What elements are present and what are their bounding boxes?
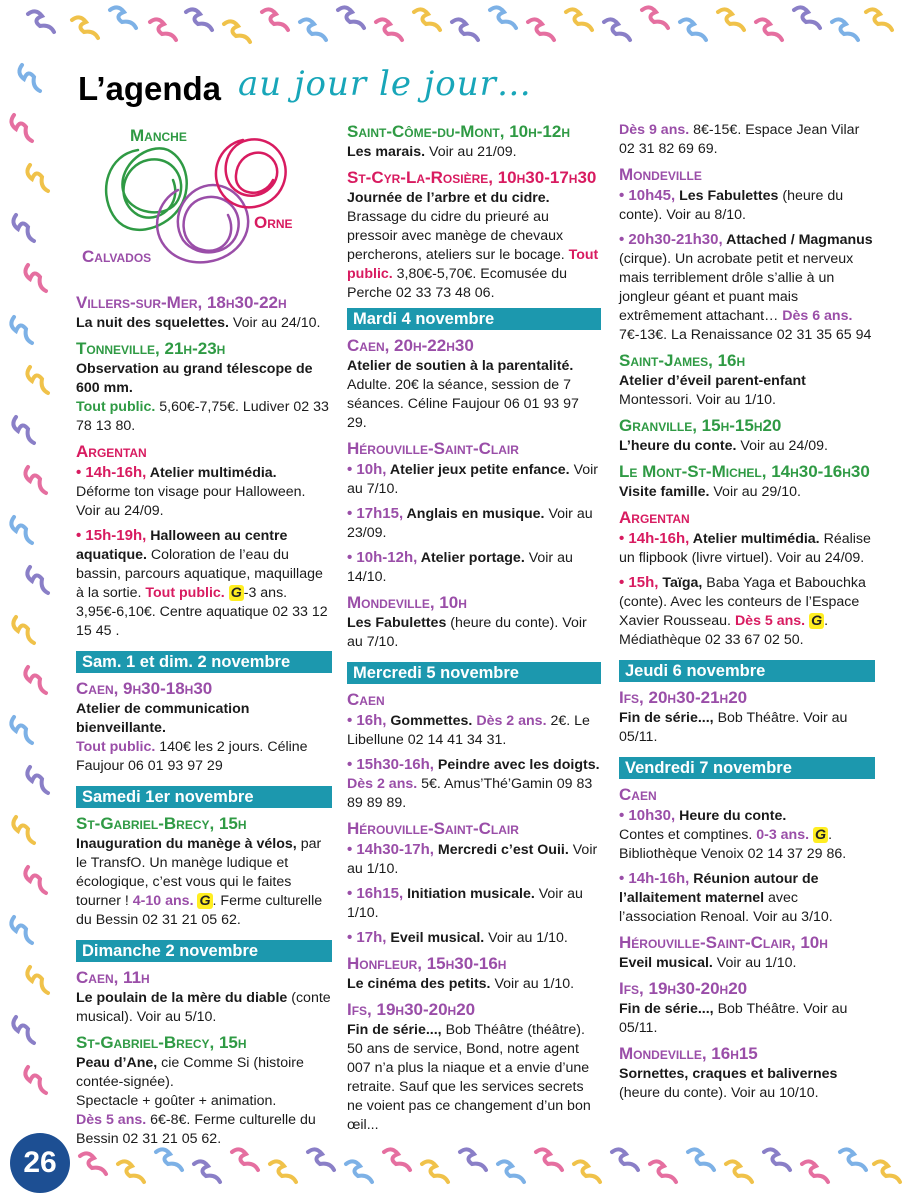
event-time: • 10h30, xyxy=(619,807,676,824)
agenda-column-3 xyxy=(619,121,875,1108)
event-time: • 16h, xyxy=(347,712,387,729)
event-desc: Voir au 29/10. xyxy=(709,484,801,500)
handprint-border-top xyxy=(0,0,903,62)
event-desc: 3,80€-5,70€. Ecomusée du Perche 02 33 73 48 06. xyxy=(347,266,568,301)
event-desc: Voir au 14/10. xyxy=(347,550,573,585)
region-map xyxy=(78,120,328,280)
event-location: St-Gabriel-Brecy, 15h xyxy=(76,1033,247,1052)
event-herouville-portage xyxy=(347,548,601,587)
event-title: Fin de série..., xyxy=(347,1022,442,1038)
event-desc: Déforme ton visage pour Halloween. Voir au 24/09. xyxy=(76,484,306,519)
event-location: Mondeville, 10h xyxy=(347,593,467,612)
event-time: • 14h30-17h, xyxy=(347,841,434,858)
event-herouville-anglais xyxy=(347,504,601,543)
age-label: 4-10 ans. xyxy=(132,893,194,909)
event-herouville-eveil xyxy=(347,928,601,948)
event-caen-heure-conte xyxy=(619,806,875,864)
event-location: Caen xyxy=(347,690,385,709)
event-location: Hérouville-Saint-Clair xyxy=(347,819,519,838)
event-time: • 15h, xyxy=(619,574,659,591)
event-location: Ifs, 19h30-20h20 xyxy=(347,1000,476,1019)
event-argentan-multimedia xyxy=(76,463,332,521)
event-title: Taïga, xyxy=(658,575,703,591)
agenda-column-2 xyxy=(347,121,601,1140)
event-ifs-fin-de-serie-2 xyxy=(619,687,875,747)
event-desc: Voir au 23/09. xyxy=(347,506,593,541)
free-g-icon: G xyxy=(815,827,827,843)
event-mont-st-michel xyxy=(619,461,875,502)
event-desc: par le TransfO. Un manège ludique et écologique, c’est vous qui le faites tourner ! xyxy=(76,836,322,909)
event-caen-allaitement xyxy=(619,869,875,927)
event-title: Atelier de soutien à la parentalité. xyxy=(347,358,574,374)
event-title: Atelier multimédia. xyxy=(689,531,820,547)
event-title: Journée de l’arbre et du cidre. xyxy=(347,190,550,206)
event-location: Argentan xyxy=(619,508,690,527)
map-label-manche: Manche xyxy=(130,126,187,145)
event-herouville-mercredi xyxy=(347,840,601,879)
event-desc: 7€-13€. La Renaissance 02 31 35 65 94 xyxy=(619,327,872,343)
event-location: Caen, 20h-22h30 xyxy=(347,336,474,355)
event-desc: Voir au 1/10. xyxy=(490,976,575,992)
event-location: Saint-Côme-du-Mont, 10h-12h xyxy=(347,122,571,141)
event-desc: Voir au 1/10. xyxy=(484,930,568,946)
audience-label: Tout public. xyxy=(76,739,156,755)
date-band: Jeudi 6 novembre xyxy=(619,660,875,682)
event-title: La nuit des squelettes. xyxy=(76,315,229,331)
event-desc: Voir au 24/09. xyxy=(736,438,828,454)
event-time: • 20h30-21h30, xyxy=(619,231,723,248)
event-title: Atelier multimédia. xyxy=(146,465,277,481)
event-title: Mercredi c’est Ouii. xyxy=(433,842,569,858)
event-location: Granville, 15h-15h20 xyxy=(619,416,782,435)
event-location: Argentan xyxy=(76,442,147,461)
event-location: Caen, 11h xyxy=(76,968,150,987)
free-g-icon: G xyxy=(811,613,823,629)
event-time: • 14h-16h, xyxy=(619,870,690,887)
event-desc: Voir au 24/10. xyxy=(228,315,321,331)
event-desc: (heure du conte). Voir au 7/10. xyxy=(347,615,587,650)
event-location: Hérouville-Saint-Clair, 10h xyxy=(619,933,828,952)
event-location: St-Gabriel-Brecy, 15h xyxy=(76,814,247,833)
event-ifs-continued xyxy=(619,121,875,159)
event-desc: Spectacle + goûter + animation. xyxy=(76,1093,277,1109)
event-desc: Contes et comptines. xyxy=(619,827,757,843)
date-band: Sam. 1 et dim. 2 novembre xyxy=(76,651,332,673)
event-title: Anglais en musique. xyxy=(403,506,545,522)
event-desc: . Médiathèque 02 33 67 02 50. xyxy=(619,613,829,648)
event-herouville-jeux xyxy=(347,460,601,499)
event-mondeville-attached xyxy=(619,230,875,345)
audience-label: Tout public. xyxy=(347,247,599,282)
date-band: Mardi 4 novembre xyxy=(347,308,601,330)
event-desc: Montessori. Voir au 1/10. xyxy=(619,392,776,408)
handprint-border-left xyxy=(0,55,66,1135)
map-label-calvados: Calvados xyxy=(82,247,152,266)
event-villers xyxy=(76,292,332,333)
event-desc: avec l’association Renoal. Voir au 3/10. xyxy=(619,890,833,925)
event-desc: 6€-8€. Ferme culturelle du Bessin 02 31 21 05 62. xyxy=(76,1112,316,1147)
age-label: 0-3 ans. xyxy=(756,827,810,843)
event-desc: cie Comme Si (histoire contée-signée). xyxy=(76,1055,304,1090)
event-granville xyxy=(619,415,875,456)
event-title: Peau d’Ane, xyxy=(76,1055,158,1071)
event-location: Ifs, 19h30-20h20 xyxy=(619,979,748,998)
event-title: L’heure du conte. xyxy=(619,438,737,454)
event-location: Honfleur, 15h30-16h xyxy=(347,954,507,973)
event-title: Atelier jeux petite enfance. xyxy=(386,462,570,478)
event-honfleur-cinema xyxy=(347,953,601,994)
event-time: • 14h-16h, xyxy=(76,464,147,481)
event-desc: (heure du conte). Voir au 10/10. xyxy=(619,1085,819,1101)
audience-label: Tout public. xyxy=(145,585,225,601)
event-location: St-Cyr-La-Rosière, 10h30-17h30 xyxy=(347,168,597,187)
event-desc: 2€. Le Libellune 02 14 41 34 31. xyxy=(347,713,590,748)
event-desc: Voir au 7/10. xyxy=(347,462,599,497)
event-mondeville-fabulettes-2 xyxy=(619,186,875,225)
event-desc: Adulte. 20€ la séance, session de 7 séances. Céline Faujour 06 01 93 97 29. xyxy=(347,377,579,431)
event-location: Mondeville, 16h15 xyxy=(619,1044,758,1063)
event-location: Le Mont-St-Michel, 14h30-16h30 xyxy=(619,462,870,481)
event-title: Fin de série..., xyxy=(619,1001,714,1017)
event-title: Les marais. xyxy=(347,144,426,160)
age-label: -3 ans. xyxy=(243,585,288,601)
event-location: Mondeville xyxy=(619,165,702,184)
event-desc: Bob Théâtre. Voir au 05/11. xyxy=(619,1001,848,1036)
age-label: Dès 2 ans. xyxy=(472,713,547,729)
event-location: Caen, 9h30-18h30 xyxy=(76,679,213,698)
date-band: Mercredi 5 novembre xyxy=(347,662,601,684)
event-desc: 5€. Amus’Thé’Gamin 09 83 89 89 89. xyxy=(347,776,593,811)
event-time: • 10h45, xyxy=(619,187,676,204)
event-st-gabriel-peau-dane xyxy=(76,1032,332,1149)
event-desc: Voir au 1/10. xyxy=(347,886,583,921)
event-caen-parentalite xyxy=(347,335,601,433)
event-desc: (conte musical). Voir au 5/10. xyxy=(76,990,331,1025)
agenda-column-1 xyxy=(76,292,332,1154)
event-tonneville xyxy=(76,338,332,436)
event-desc: . Bibliothèque Venoix 02 14 37 29 86. xyxy=(619,827,847,862)
event-desc: Coloration de l’eau du bassin, parcours aquatique, maquillage à la sortie. xyxy=(76,547,323,601)
event-title: Attached / Magmanus xyxy=(722,232,873,248)
event-desc: 8€-15€. Espace Jean Vilar 02 31 82 69 69. xyxy=(619,122,860,157)
page-number-badge: 26 xyxy=(10,1133,70,1193)
event-caen-gommettes xyxy=(347,711,601,750)
event-title: Le cinéma des petits. xyxy=(347,976,491,992)
date-band: Samedi 1er novembre xyxy=(76,786,332,808)
event-caen-communication xyxy=(76,678,332,776)
event-title: Les Fabulettes xyxy=(675,188,779,204)
event-argentan-halloween xyxy=(76,526,332,641)
event-desc: Baba Yaga et Babouchka (conte). Avec les conteurs de l’Espace Xavier Rousseau. xyxy=(619,575,866,629)
event-desc: (heure du conte). Voir au 8/10. xyxy=(619,188,844,223)
event-title: Fin de série..., xyxy=(619,710,714,726)
event-time: • 15h30-16h, xyxy=(347,756,434,773)
event-title: Visite famille. xyxy=(619,484,710,500)
event-location: Villers-sur-Mer, 18h30-22h xyxy=(76,293,287,312)
page-title: L’agenda xyxy=(78,70,222,107)
event-caen-poulain xyxy=(76,967,332,1027)
event-title: Eveil musical. xyxy=(386,930,485,946)
event-title: Atelier portage. xyxy=(417,550,525,566)
event-title: Halloween au centre aquatique. xyxy=(76,528,288,563)
event-title: Atelier d’éveil parent-enfant xyxy=(619,373,806,389)
free-g-icon: G xyxy=(230,585,242,601)
event-location: Caen xyxy=(619,785,657,804)
event-ifs-fin-de-serie-3 xyxy=(619,978,875,1038)
event-desc: Bob Théâtre (théâtre). 50 ans de service, Bond, notre agent 007 n’a plus la niaque et a envie d’une retraite. Sauf que les services secrets ne voient pas ce changement d’un bon œil... xyxy=(347,1022,591,1133)
event-desc: 140€ les 2 jours. Céline Faujour 06 01 93 97 29 xyxy=(76,739,308,774)
event-title: Gommettes. xyxy=(386,713,473,729)
event-title: Sornettes, craques et balivernes xyxy=(619,1066,838,1082)
event-desc: Voir au 1/10. xyxy=(347,842,598,877)
event-desc: Voir au 21/09. xyxy=(425,144,517,160)
event-time: • 17h15, xyxy=(347,505,404,522)
event-title: Eveil musical. xyxy=(619,955,713,971)
event-time: • 15h-19h, xyxy=(76,527,147,544)
page-subtitle-script: au jour le jour… xyxy=(238,64,532,104)
event-mondeville-fabulettes xyxy=(347,592,601,652)
event-desc: Voir au 1/10. xyxy=(712,955,797,971)
age-label: Dès 9 ans. xyxy=(619,122,690,138)
event-st-gabriel-manege xyxy=(76,813,332,930)
event-location: Tonneville, 21h-23h xyxy=(76,339,226,358)
event-saint-james xyxy=(619,350,875,410)
event-title: Peindre avec les doigts. xyxy=(433,757,600,773)
event-argentan-flipbook xyxy=(619,529,875,568)
event-argentan-taiga xyxy=(619,573,875,650)
age-label: Dès 2 ans. xyxy=(347,776,418,792)
event-time: • 17h, xyxy=(347,929,387,946)
event-time: • 16h15, xyxy=(347,885,404,902)
age-label: Dès 6 ans. xyxy=(782,308,853,324)
age-label: Dès 5 ans. xyxy=(734,613,806,629)
date-band: Vendredi 7 novembre xyxy=(619,757,875,779)
event-desc: 5,60€-7,75€. Ludiver 02 33 78 13 80. xyxy=(76,399,329,434)
event-title: Les Fabulettes xyxy=(347,615,447,631)
event-title: Atelier de communication bienveillante. xyxy=(76,701,250,736)
event-time: • 10h, xyxy=(347,461,387,478)
event-ifs-fin-de-serie xyxy=(347,999,601,1135)
event-desc: Réalise un flipbook (livre virtuel). Voir au 24/09. xyxy=(619,531,871,566)
event-title: Réunion autour de l’allaitement maternel xyxy=(619,871,819,906)
event-desc: (cirque). Un acrobate petit et nerveux mais terriblement drôle s’allie à un jongleur géant et puant mais extrêmement attachant… xyxy=(619,251,854,324)
map-label-orne: Orne xyxy=(254,213,293,232)
event-location: Saint-James, 16h xyxy=(619,351,746,370)
event-desc: Bob Théâtre. Voir au 05/11. xyxy=(619,710,848,745)
event-location: Hérouville-Saint-Clair xyxy=(347,439,519,458)
event-title: Observation au grand télescope de 600 mm. xyxy=(76,361,313,396)
date-band: Dimanche 2 novembre xyxy=(76,940,332,962)
audience-label: Tout public. xyxy=(76,399,156,415)
event-desc: 3,95€-6,10€. Centre aquatique 02 33 12 15 45 . xyxy=(76,604,328,639)
event-time: • 10h-12h, xyxy=(347,549,418,566)
event-time: • 14h-16h, xyxy=(619,530,690,547)
age-label: Dès 5 ans. xyxy=(76,1112,147,1128)
event-saint-come xyxy=(347,121,601,162)
event-herouville-eveil-2 xyxy=(619,932,875,973)
event-caen-peindre xyxy=(347,755,601,813)
event-title: Initiation musicale. xyxy=(403,886,535,902)
event-title: Heure du conte. xyxy=(675,808,787,824)
event-title: Inauguration du manège à vélos, xyxy=(76,836,297,852)
event-desc: . Ferme culturelle du Bessin 02 31 21 05 62. xyxy=(76,893,323,928)
event-st-cyr xyxy=(347,167,601,303)
event-herouville-initiation xyxy=(347,884,601,923)
event-mondeville-sornettes xyxy=(619,1043,875,1103)
event-title: Le poulain de la mère du diable xyxy=(76,990,288,1006)
free-g-icon: G xyxy=(199,893,211,909)
event-desc: Brassage du cidre du prieuré au pressoir avec manège de chevaux percherons, ateliers sur le bocage. xyxy=(347,209,569,263)
event-location: Ifs, 20h30-21h20 xyxy=(619,688,748,707)
